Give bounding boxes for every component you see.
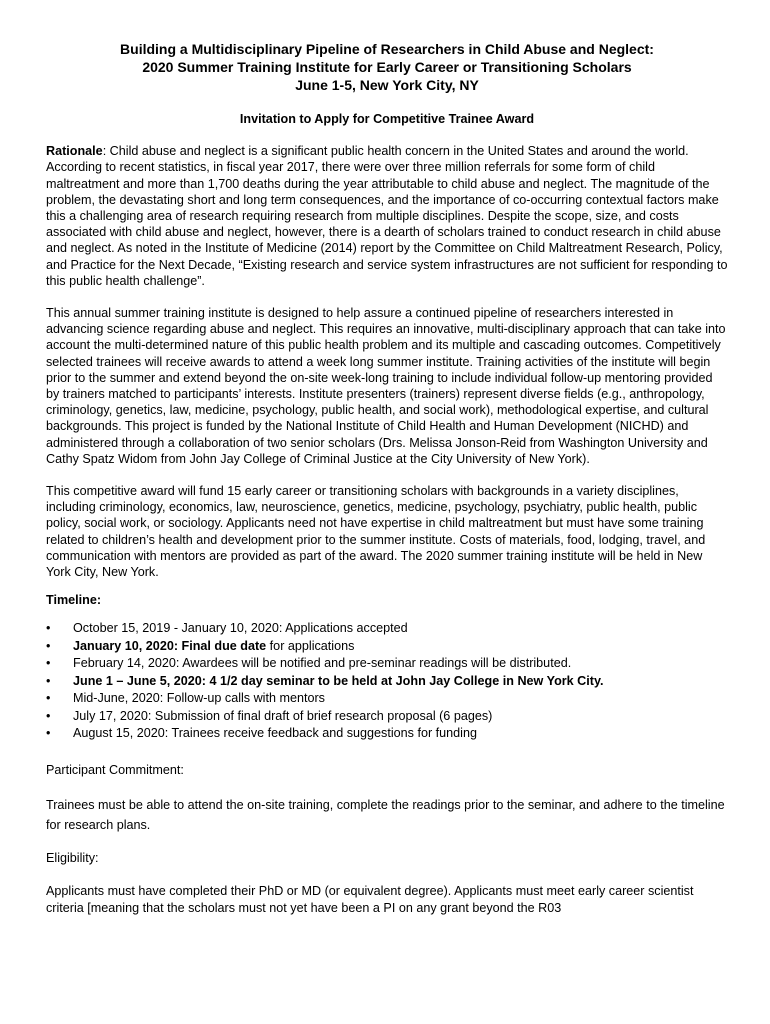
document-subtitle: Invitation to Apply for Competitive Trainee Award (239, 112, 535, 126)
bullet-icon: • (46, 708, 51, 723)
commitment-text: Trainees must be able to attend the on-site training, complete the readings prior to the seminar, and adhere to the timeline for research plans. (46, 798, 725, 833)
bullet-icon: • (46, 673, 51, 688)
timeline-item: • February 14, 2020: Awardees will be notified and pre-seminar readings will be distributed. (46, 655, 728, 673)
eligibility-heading: Eligibility: (46, 851, 99, 866)
timeline-item: • Mid-June, 2020: Follow-up calls with mentors (46, 690, 728, 708)
title-line-1: Building a Multidisciplinary Pipeline of Researchers in Child Abuse and Neglect: (120, 41, 654, 57)
title-line-3: June 1-5, New York City, NY (295, 77, 479, 93)
document-title (46, 40, 728, 94)
timeline-item: • October 15, 2019 - January 10, 2020: Applications accepted (46, 620, 728, 638)
timeline-item: • January 10, 2020: Final due date for applications (46, 638, 728, 656)
institute-description-paragraph: This annual summer training institute is designed to help assure a continued pipeline of researchers interested in advancing science regarding abuse and neglect. This requires an innovative, multi-disciplinary approach that can take into account the multi-determined nature of this public health problem and its multiple and cascading outcomes. Competitively selected trainees will receive awards to attend a week long summer institute. Training activities of the institute will begin prior to the summer and extend beyond the on-site week-long training to include individual follow-up mentoring provided by trainers matched to participants’ interests. Institute presenters (trainers) represent diverse fields (e.g., anthropology, criminology, genetics, law, medicine, psychology, public health, and social work), methodological expertise, and cultural backgrounds. This project is funded by the National Institute of Child Health and Human Development (NICHD) and administered through a collaboration of two senior scholars (Drs. Melissa Jonson-Reid from Washington University and Cathy Spatz Widom from John Jay College of Criminal Justice at the City University of New York). (46, 306, 726, 466)
rationale-paragraph (46, 143, 728, 289)
bullet-icon: • (46, 726, 51, 741)
title-line-2: 2020 Summer Training Institute for Early Career or Transitioning Scholars (142, 59, 632, 75)
award-description-paragraph: This competitive award will fund 15 early career or transitioning scholars with backgrounds in a variety disciplines, including criminology, economics, law, neuroscience, genetics, medicine, psychology, psychiatry, public health, public policy, social work, or sociology. Applicants need not have expertise in child maltreatment but must have some training related to children’s health and development prior to the summer institute. Costs of materials, food, lodging, travel, and communication with mentors are provided as part of the award. The 2020 summer training institute will be held in New York City, New York. (46, 484, 706, 580)
eligibility-text: Applicants must have completed their PhD or MD (or equivalent degree). Applicants must meet early career scientist criteria [meaning that the scholars must not yet have been a PI on any grant beyond the R03 (46, 884, 694, 915)
bullet-icon: • (46, 691, 51, 706)
commitment-heading: Participant Commitment: (46, 762, 184, 777)
document-page (46, 40, 728, 916)
timeline-heading: Timeline: (46, 593, 102, 608)
rationale-label: Rationale (46, 144, 103, 159)
timeline-item: • June 1 – June 5, 2020: 4 1/2 day seminar to be held at John Jay College in New York City. (46, 673, 728, 691)
bullet-icon: • (46, 621, 51, 636)
bullet-icon: • (46, 656, 51, 671)
timeline-list (46, 620, 728, 743)
timeline-item: • July 17, 2020: Submission of final draft of brief research proposal (6 pages) (46, 708, 728, 726)
rationale-text: : Child abuse and neglect is a significant public health concern in the United States and around the world. According to recent statistics, in fiscal year 2017, there were over three million referrals for some form of child maltreatment and more than 1,700 deaths during the year attributable to child abuse and neglect. The magnitude of the problem, the devastating short and long term consequences, and the importance of co-occurring contextual factors make this a challenging area of research requiring research from multiple disciplines. Despite the scope, size, and costs associated with child abuse and neglect, however, there is a dearth of scholars trained to conduct research in child abuse and neglect. As noted in the Institute of Medicine (2014) report by the Committee on Child Maltreatment Research, Policy, and Practice for the Next Decade, “Existing research and service system infrastructures are not sufficient for responding to this public health challenge”. (46, 144, 728, 288)
timeline-item: • August 15, 2020: Trainees receive feedback and suggestions for funding (46, 725, 728, 743)
bullet-icon: • (46, 638, 51, 653)
